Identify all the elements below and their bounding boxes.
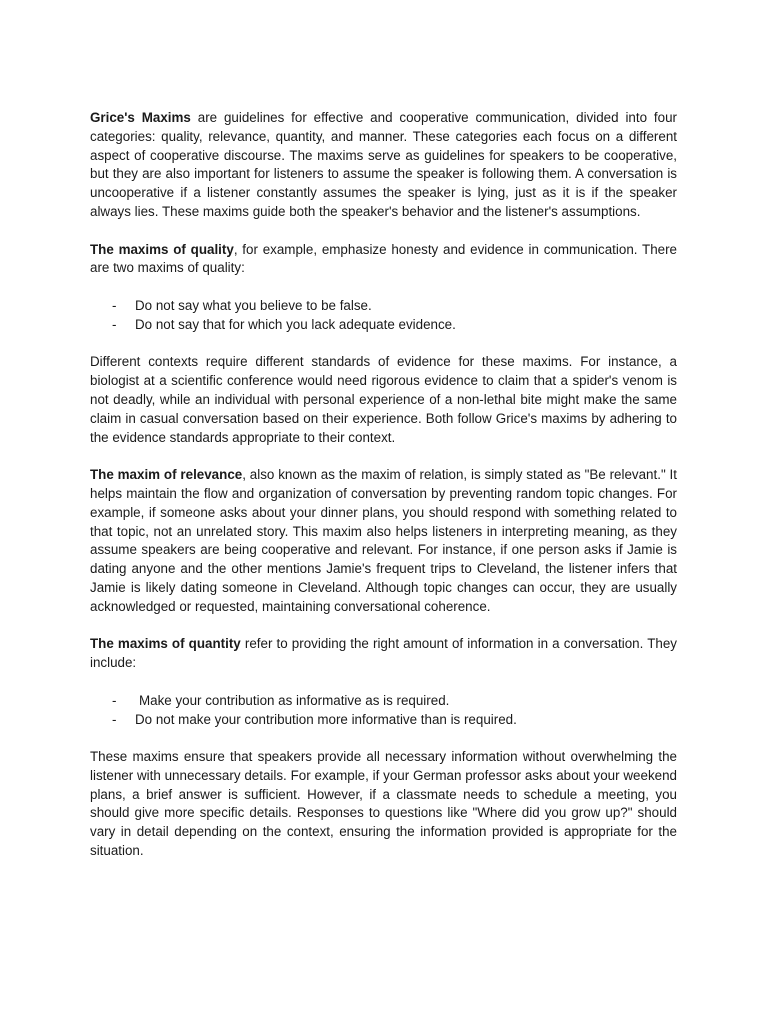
- intro-text: are guidelines for effective and cooperative communication, divided into four categories: quality, relevance, quantity, and manner. These categories each focus on a different aspect of cooperative discourse. The maxims serve as guidelines for speakers to be cooperative, but they are also important for listeners to assume the speaker is following them. A conversation is uncooperative if a listener constantly assumes the speaker is lying, just as it is if the speaker always lies. These maxims guide both the speaker's behavior and the listener's assumptions.: [90, 110, 677, 219]
- term-maxim-of-relevance: The maxim of relevance: [90, 467, 243, 483]
- list-dash: -: [112, 297, 117, 313]
- list-item-text: Do not say that for which you lack adequate evidence.: [135, 316, 456, 332]
- closing-paragraph: [90, 748, 677, 861]
- list-dash: -: [112, 692, 117, 708]
- document-page: [90, 109, 677, 880]
- quantity-text: refer to providing the right amount of information in a conversation. They include:: [90, 636, 677, 671]
- term-maxims-of-quantity: The maxims of quantity: [90, 636, 241, 652]
- list-item-text: Do not say what you believe to be false.: [135, 297, 372, 313]
- closing-text: These maxims ensure that speakers provide all necessary information without overwhelming the listener with unnecessary details. For example, if your German professor asks about your weekend plans, a brief answer is sufficient. However, if a classmate needs to schedule a meeting, you should give more specific details. Responses to questions like "Where did you grow up?" should vary in detail depending on the context, ensuring the information provided is appropriate for the situation.: [90, 749, 677, 859]
- list-item-text: Do not make your contribution more informative than is required.: [135, 711, 517, 727]
- list-item: [90, 692, 677, 711]
- quality-list: [90, 297, 677, 335]
- relevance-paragraph: [90, 466, 677, 616]
- intro-paragraph: [90, 109, 677, 222]
- list-item: [90, 316, 677, 335]
- quality-text: , for example, emphasize honesty and evidence in communication. There are two maxims of quality:: [90, 241, 678, 276]
- list-item: [90, 711, 677, 730]
- quantity-paragraph: [90, 635, 677, 673]
- term-grices-maxims: Grice's Maxims: [90, 110, 191, 125]
- list-dash: -: [112, 316, 117, 332]
- list-item-text: Make your contribution as informative as is required.: [139, 692, 450, 708]
- quantity-list: [90, 692, 677, 730]
- relevance-text: , also known as the maxim of relation, is simply stated as "Be relevant." It helps maintain the flow and organization of conversation by preventing random topic changes. For example, if someone asks about your dinner plans, you should respond with something related to that topic, not an unrelated story. This maxim also helps listeners in interpreting meaning, as they assume speakers are being cooperative and relevant. For instance, if one person asks if Jamie is dating anyone and the other mentions Jamie's frequent trips to Cleveland, the listener infers that Jamie is likely dating someone in Cleveland. Although topic changes can occur, they are usually acknowledged or requested, maintaining conversational coherence.: [90, 467, 677, 614]
- evidence-text: Different contexts require different standards of evidence for these maxims. For instance, a biologist at a scientific conference would need rigorous evidence to claim that a spider's venom is not deadly, while an individual with personal experience of a non-lethal bite might make the same claim in casual conversation based on their experience. Both follow Grice's maxims by adhering to the evidence standards appropriate to their context.: [90, 354, 677, 445]
- list-item: [90, 297, 677, 316]
- list-dash: -: [112, 711, 117, 727]
- evidence-paragraph: [90, 353, 677, 447]
- term-maxims-of-quality: The maxims of quality: [90, 241, 234, 257]
- quality-paragraph: [90, 241, 677, 279]
